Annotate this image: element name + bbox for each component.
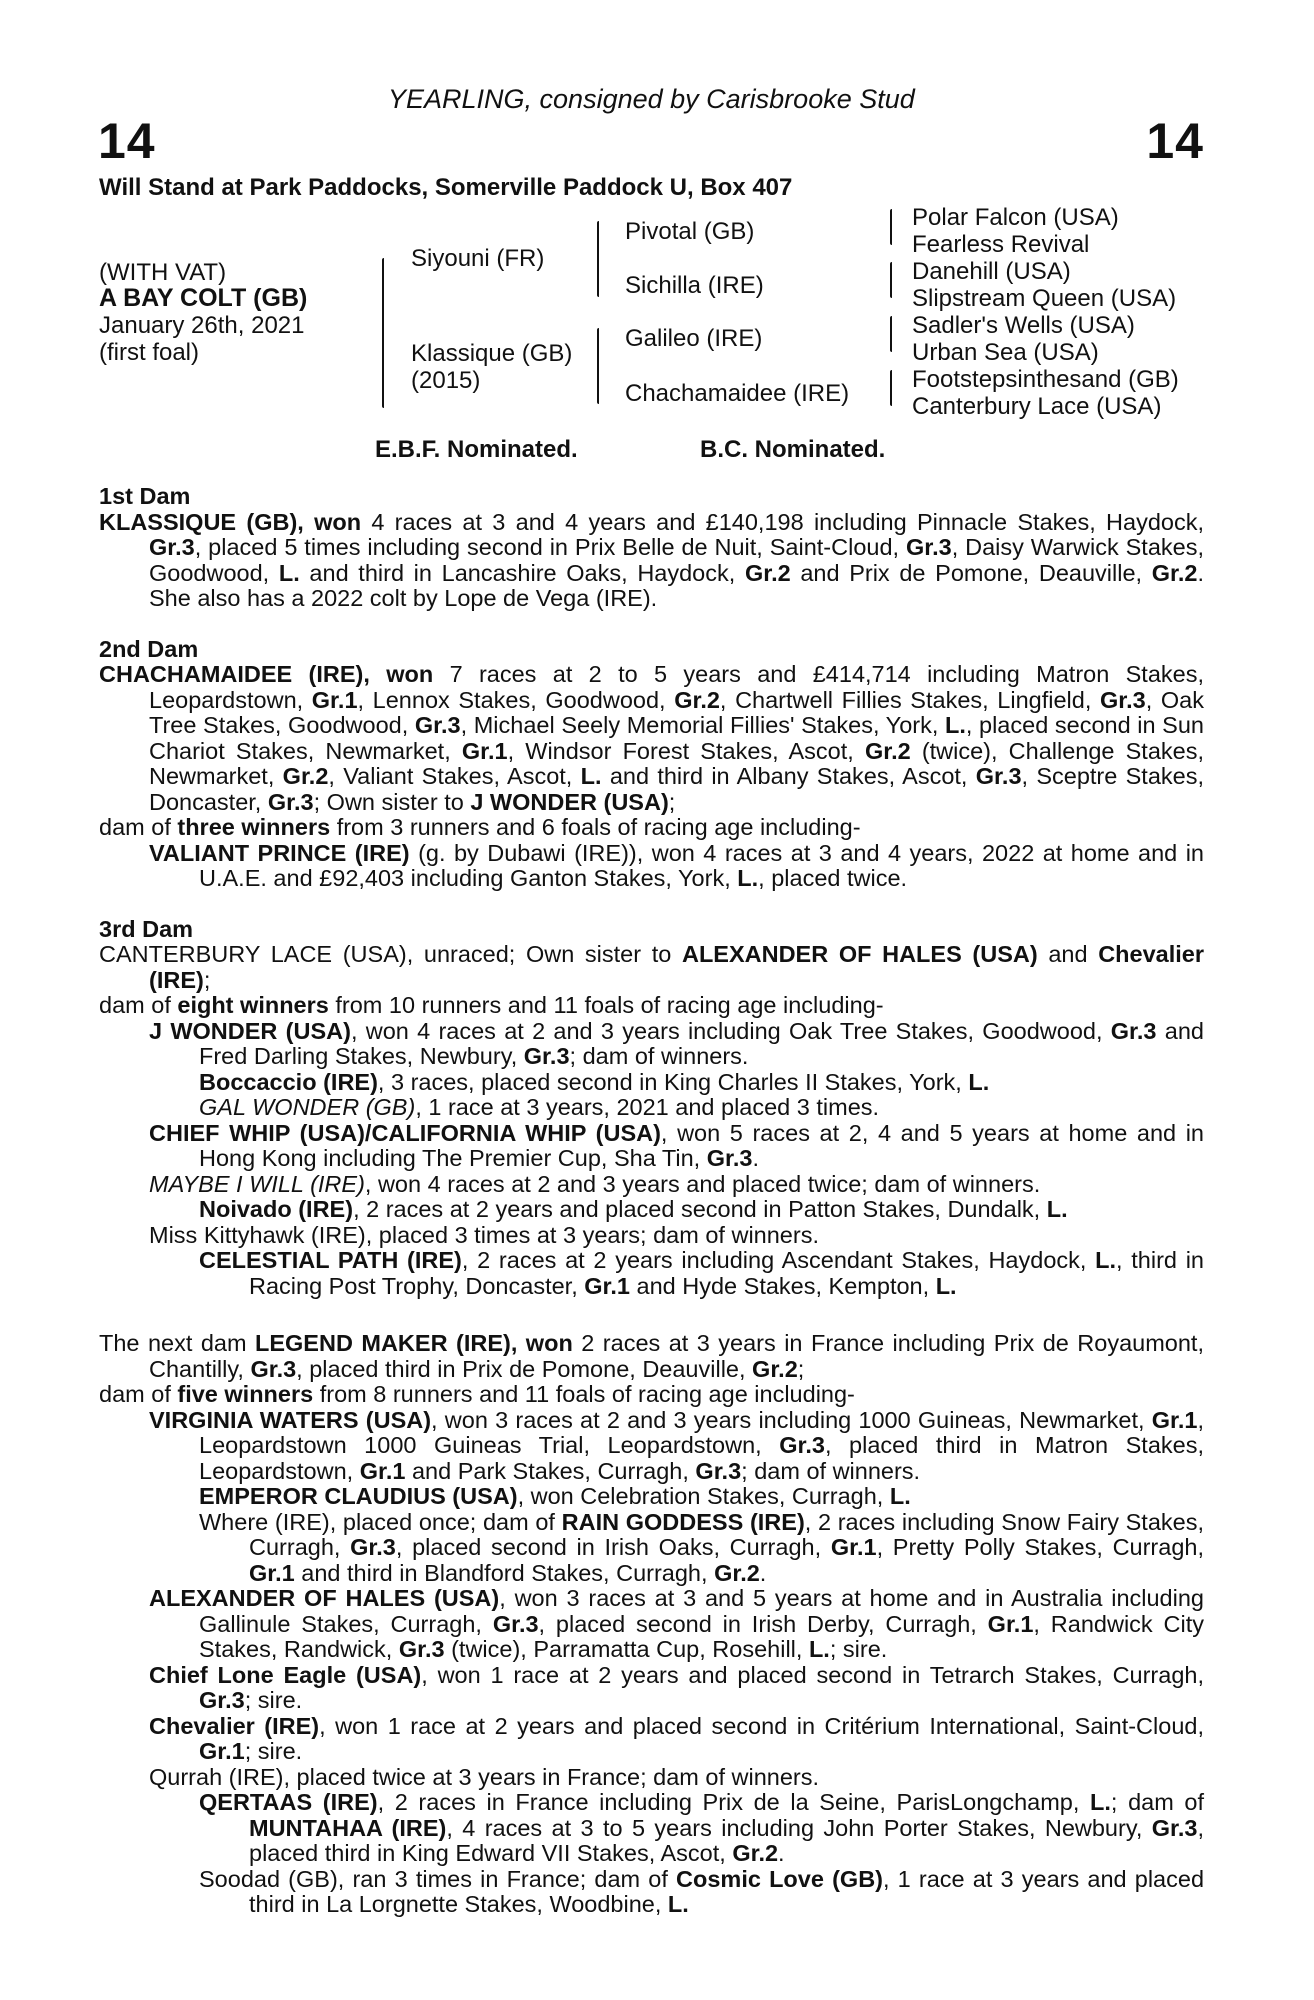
text: , 2 races at 2 years and placed second in Patton Stakes, Dundalk,: [353, 1196, 1047, 1222]
second-dam-heading: 2nd Dam: [99, 635, 199, 662]
text: , placed third in King Edward VII Stakes, Ascot,: [249, 1814, 1205, 1866]
grade: Gr.3: [398, 1636, 445, 1662]
text: , placed third in Prix de Pomone, Deauville,: [296, 1355, 753, 1382]
third-dam-heading: 3rd Dam: [99, 915, 194, 942]
produce-name: VIRGINIA WATERS (USA): [149, 1406, 432, 1433]
text: ; sire.: [244, 1738, 303, 1764]
pedigree-sire: Siyouni (FR): [411, 245, 545, 272]
grade: Gr.3: [1100, 686, 1146, 713]
text: , Oak Tree Stakes, Goodwood,: [149, 686, 1204, 738]
horse-foal-note: (first foal): [99, 339, 200, 366]
text: ; dam of winners.: [569, 1043, 749, 1069]
grade: Gr.3: [350, 1534, 396, 1560]
text: , Sceptre Stakes, Doncaster,: [149, 763, 1205, 815]
text: ;: [668, 788, 676, 815]
grade: L.: [1095, 1247, 1117, 1273]
grade: Gr.2: [752, 1355, 798, 1382]
pedigree-g6: Urban Sea (USA): [912, 339, 1099, 366]
text: , Valiant Stakes, Ascot,: [328, 763, 581, 789]
produce-name: VALIANT PRINCE (IRE): [149, 839, 410, 866]
text: , won 4 races at 2 and 3 years including Oak Tree Stakes, Goodwood,: [350, 1017, 1111, 1044]
grade: Gr.3: [779, 1432, 825, 1458]
text: Qurrah (IRE), placed twice at 3 years in France; dam of winners.: [149, 1763, 820, 1790]
text: , won 4 races at 2 and 3 years and placed twice; dam of winners.: [364, 1170, 1041, 1197]
produce-entry: [99, 1197, 1204, 1223]
text: ;: [203, 966, 211, 993]
first-dam-name: KLASSIQUE (GB), won: [99, 508, 362, 535]
text: , 1 race at 3 years, 2021 and placed 3 times.: [415, 1094, 880, 1120]
grade: Gr.3: [1151, 1814, 1198, 1841]
second-dam-entry: [99, 662, 1204, 815]
produce-entry: [99, 1790, 1204, 1867]
produce-name: J WONDER (USA): [149, 1017, 351, 1044]
grade: Gr.3: [414, 712, 461, 738]
produce-entry: [99, 1223, 1204, 1249]
text: and Park Stakes, Curragh,: [405, 1457, 696, 1484]
text: , placed second in Irish Oaks, Curragh,: [395, 1534, 831, 1560]
produce-entry: [99, 841, 1204, 892]
produce-entry: [99, 1714, 1204, 1765]
produce-name: CELESTIAL PATH (IRE): [199, 1247, 462, 1273]
produce-name: MUNTAHAA (IRE): [249, 1814, 447, 1841]
text: , Windsor Forest Stakes, Ascot,: [507, 737, 865, 764]
grade: Gr.3: [905, 534, 952, 560]
text: (twice), Parramatta Cup, Rosehill,: [444, 1636, 809, 1662]
text: , placed third in Matron Stakes, Leopardstown,: [199, 1432, 1204, 1484]
grade: L.: [1046, 1196, 1068, 1222]
pedigree-brace-g4: [890, 370, 892, 406]
sibling-name: Chevalier (IRE): [149, 941, 1204, 993]
next-dam-produce: [99, 1382, 1204, 1408]
text: Miss Kittyhawk (IRE), placed 3 times at 3 years; dam of winners.: [149, 1221, 819, 1248]
next-dam-entry: [99, 1331, 1204, 1382]
grade: Gr.1: [1151, 1406, 1198, 1433]
text: . She also has a 2022 colt by Lope de Vega (IRE).: [149, 559, 1204, 611]
pedigree-brace-g2: [890, 262, 892, 298]
stand-location: Will Stand at Park Paddocks, Somerville Paddock U, Box 407: [99, 174, 793, 201]
produce-name: Chief Lone Eagle (USA): [149, 1661, 422, 1688]
grade: Gr.3: [492, 1610, 539, 1637]
sister-name: J WONDER (USA): [470, 788, 669, 815]
text: ; sire.: [244, 1687, 303, 1713]
pedigree-g2: Fearless Revival: [912, 231, 1090, 258]
pedigree-brace-g1: [890, 209, 892, 245]
text: dam of: [99, 1381, 178, 1407]
produce-entry: [99, 1019, 1204, 1070]
text: , Michael Seely Memorial Fillies' Stakes, York,: [460, 712, 945, 738]
produce-entry: [99, 1172, 1204, 1198]
horse-name: A BAY COLT (GB): [99, 284, 308, 312]
text: , placed twice.: [758, 865, 908, 891]
text: dam of: [99, 992, 178, 1018]
grade: L.: [935, 1272, 957, 1299]
text: and third in Lancashire Oaks, Haydock,: [299, 559, 745, 586]
text: , won 5 races at 2, 4 and 5 years at home and in Hong Kong including The Premier Cup, Sha Tin,: [199, 1119, 1204, 1171]
text: CANTERBURY LACE (USA), unraced; Own sister to: [99, 941, 682, 967]
pedigree-dam-dam: Chachamaidee (IRE): [625, 380, 850, 407]
produce-entry: [99, 1070, 1204, 1096]
grade: L.: [889, 1483, 911, 1509]
grade: Gr.3: [706, 1145, 753, 1171]
grade: L.: [580, 763, 602, 789]
next-dam-name: LEGEND MAKER (IRE), won: [255, 1330, 573, 1356]
produce-name: Boccaccio (IRE): [199, 1068, 378, 1095]
text: , Leopardstown 1000 Guineas Trial, Leopardstown,: [199, 1406, 1204, 1458]
grade: Gr.3: [975, 763, 1022, 789]
grade: Gr.1: [584, 1272, 630, 1299]
grade: Gr.1: [199, 1738, 245, 1764]
grade: Gr.3: [267, 788, 314, 815]
text: (twice), Challenge Stakes, Newmarket,: [149, 737, 1204, 789]
text: Soodad (GB), ran 3 times in France; dam of: [199, 1865, 677, 1892]
pedigree-g1: Polar Falcon (USA): [912, 204, 1119, 231]
text: , 2 races including Snow Fairy Stakes, Curragh,: [249, 1508, 1204, 1560]
first-dam-entry: [99, 510, 1204, 612]
grade: Gr.3: [695, 1457, 742, 1484]
text: ; sire.: [829, 1636, 888, 1662]
grade: Gr.1: [359, 1457, 406, 1484]
text: .: [752, 1145, 759, 1171]
produce-entry: [99, 1663, 1204, 1714]
grade: Gr.2: [744, 559, 791, 586]
text: , 2 races at 2 years including Ascendant Stakes, Haydock,: [461, 1247, 1096, 1273]
produce-entry: [99, 1586, 1204, 1663]
second-dam-produce: [99, 815, 1204, 841]
text: and: [1037, 941, 1099, 967]
grade: Gr.1: [249, 1559, 295, 1586]
text: , won 1 race at 2 years and placed second in Critérium International, Saint-Cloud,: [319, 1712, 1204, 1739]
text: , won 3 races at 2 and 3 years including 1000 Guineas, Newmarket,: [431, 1406, 1152, 1433]
produce-entry: [99, 1248, 1204, 1299]
produce-name: EMPEROR CLAUDIUS (USA): [199, 1483, 518, 1509]
pedigree-dam-sire: Galileo (IRE): [625, 325, 763, 352]
grade: Gr.3: [523, 1043, 570, 1069]
bc-nomination: B.C. Nominated.: [700, 436, 886, 463]
pedigree-sire-sire: Pivotal (GB): [625, 218, 755, 245]
text: (g. by Dubawi (IRE)), won 4 races at 3 and 4 years, 2022 at home and in U.A.E. and £92,403 including Ganton Stakes, York,: [199, 839, 1204, 891]
text: .: [759, 1559, 767, 1586]
grade: Gr.3: [199, 1687, 245, 1713]
text: 4 races at 3 and 4 years and £140,198 including Pinnacle Stakes, Haydock,: [361, 508, 1204, 535]
text: ; dam of: [1110, 1789, 1204, 1815]
grade: L.: [667, 1891, 689, 1917]
pedigree-g7: Footstepsinthesand (GB): [912, 366, 1179, 393]
grade: Gr.3: [250, 1355, 297, 1382]
produce-entry: [99, 1510, 1204, 1587]
text: and Hyde Stakes, Kempton,: [630, 1272, 936, 1299]
grade: Gr.2: [674, 686, 720, 713]
pedigree-sire-dam: Sichilla (IRE): [625, 272, 764, 299]
text: , won 1 race at 2 years and placed second in Tetrarch Stakes, Curragh,: [421, 1661, 1204, 1688]
grade: Gr.1: [461, 737, 508, 764]
grade: L.: [944, 712, 966, 738]
winners-count: five winners: [177, 1381, 314, 1407]
text: and third in Blandford Stakes, Curragh,: [294, 1559, 715, 1586]
pedigree-brace-dam: [597, 328, 599, 404]
text: from 3 runners and 6 foals of racing age including-: [330, 814, 861, 840]
pedigree-g4: Slipstream Queen (USA): [912, 285, 1177, 312]
text: , Pretty Polly Stakes, Curragh,: [876, 1534, 1204, 1560]
second-dam-name: CHACHAMAIDEE (IRE), won: [99, 661, 434, 687]
grade: Gr.3: [1110, 1017, 1157, 1044]
text: Where (IRE), placed once; dam of: [199, 1508, 562, 1535]
grade: L.: [808, 1636, 830, 1662]
text: , placed 5 times including second in Prix Belle de Nuit, Saint-Cloud,: [194, 534, 906, 560]
pedigree-g8: Canterbury Lace (USA): [912, 393, 1162, 420]
winners-count: three winners: [177, 814, 331, 840]
grade: Gr.1: [830, 1534, 877, 1560]
text: , placed second in Sun Chariot Stakes, Newmarket,: [149, 712, 1204, 764]
produce-name: QERTAAS (IRE): [199, 1789, 378, 1815]
winners-count: eight winners: [177, 992, 329, 1018]
produce-entry: [99, 1408, 1204, 1485]
produce-name: ALEXANDER OF HALES (USA): [149, 1585, 500, 1611]
text: , won 3 races at 3 and 5 years at home and in Australia including Gallinule Stakes, Curragh,: [199, 1585, 1204, 1637]
grade: Gr.2: [714, 1559, 760, 1586]
grade: L.: [278, 559, 300, 586]
family-history: [99, 484, 1204, 1918]
catalogue-heading: YEARLING, consigned by Carisbrooke Stud: [388, 84, 915, 114]
grade: Gr.3: [149, 534, 195, 560]
produce-name: GAL WONDER (GB): [199, 1094, 416, 1120]
pedigree-g5: Sadler's Wells (USA): [912, 312, 1135, 339]
produce-entry: [99, 1095, 1204, 1121]
text: ; dam of winners.: [741, 1457, 921, 1484]
first-dam-heading: 1st Dam: [99, 483, 191, 509]
grade: Gr.1: [987, 1610, 1034, 1637]
text: The next dam: [99, 1330, 255, 1356]
pedigree-brace-sire: [597, 221, 599, 297]
text: from 10 runners and 11 foals of racing age including-: [328, 992, 884, 1018]
grade: Gr.2: [864, 737, 911, 764]
grade: Gr.2: [732, 1840, 779, 1866]
pedigree-brace-g3: [890, 316, 892, 352]
vat-note: (WITH VAT): [99, 259, 227, 286]
text: , 2 races in France including Prix de la Seine, ParisLongchamp,: [377, 1789, 1091, 1815]
grade: L.: [737, 865, 759, 891]
text: from 8 runners and 11 foals of racing age including-: [313, 1381, 855, 1407]
pedigree-dam-year: (2015): [411, 367, 481, 394]
third-dam-produce: [99, 993, 1204, 1019]
grade: Gr.2: [282, 763, 329, 789]
pedigree-brace-main: [382, 258, 384, 408]
text: , 4 races at 3 to 5 years including John Porter Stakes, Newbury,: [446, 1814, 1152, 1841]
text: , Daisy Warwick Stakes, Goodwood,: [149, 534, 1204, 586]
produce-name: MAYBE I WILL (IRE): [149, 1170, 365, 1197]
pedigree-g3: Danehill (USA): [912, 258, 1071, 285]
text: , Lennox Stakes, Goodwood,: [357, 686, 675, 713]
pedigree-dam: Klassique (GB): [411, 340, 573, 367]
text: , Chartwell Fillies Stakes, Lingfield,: [719, 686, 1100, 713]
lot-number-left: 14: [98, 113, 156, 169]
text: and Fred Darling Stakes, Newbury,: [199, 1017, 1204, 1069]
third-dam-entry: [99, 942, 1204, 993]
produce-entry: [99, 1765, 1204, 1791]
ebf-nomination: E.B.F. Nominated.: [375, 436, 578, 463]
text: , 1 race at 3 years and placed third in La Lorgnette Stakes, Woodbine,: [249, 1865, 1205, 1917]
grade: Gr.1: [311, 686, 358, 713]
text: ; Own sister to: [313, 788, 471, 815]
horse-dob: January 26th, 2021: [99, 312, 305, 339]
text: , Randwick City Stakes, Randwick,: [199, 1610, 1204, 1662]
text: and third in Albany Stakes, Ascot,: [601, 763, 976, 789]
lot-number-right: 14: [1146, 113, 1204, 169]
text: .: [778, 1840, 785, 1866]
produce-name: Noivado (IRE): [199, 1196, 354, 1222]
grade: L.: [1090, 1789, 1111, 1815]
produce-entry: [99, 1121, 1204, 1172]
text: , placed second in Irish Derby, Curragh,: [538, 1610, 988, 1637]
grade: Gr.2: [1151, 559, 1198, 586]
text: dam of: [99, 814, 178, 840]
produce-name: CHIEF WHIP (USA)/CALIFORNIA WHIP (USA): [149, 1119, 661, 1146]
produce-name: Chevalier (IRE): [149, 1712, 320, 1739]
text: 7 races at 2 to 5 years and £414,714 including Matron Stakes, Leopardstown,: [149, 661, 1205, 713]
grade: L.: [968, 1068, 990, 1095]
produce-entry: [99, 1484, 1204, 1510]
text: and Prix de Pomone, Deauville,: [790, 559, 1152, 586]
text: , third in Racing Post Trophy, Doncaster,: [249, 1247, 1205, 1299]
produce-name: RAIN GODDESS (IRE): [561, 1508, 805, 1535]
text: ;: [797, 1355, 805, 1382]
text: , 3 races, placed second in King Charles II Stakes, York,: [377, 1068, 969, 1095]
text: , won Celebration Stakes, Curragh,: [517, 1483, 890, 1509]
produce-entry: [99, 1867, 1204, 1918]
sibling-name: ALEXANDER OF HALES (USA): [681, 941, 1038, 967]
produce-name: Cosmic Love (GB): [676, 1865, 883, 1892]
text: 2 races at 3 years in France including Prix de Royaumont, Chantilly,: [149, 1330, 1204, 1382]
